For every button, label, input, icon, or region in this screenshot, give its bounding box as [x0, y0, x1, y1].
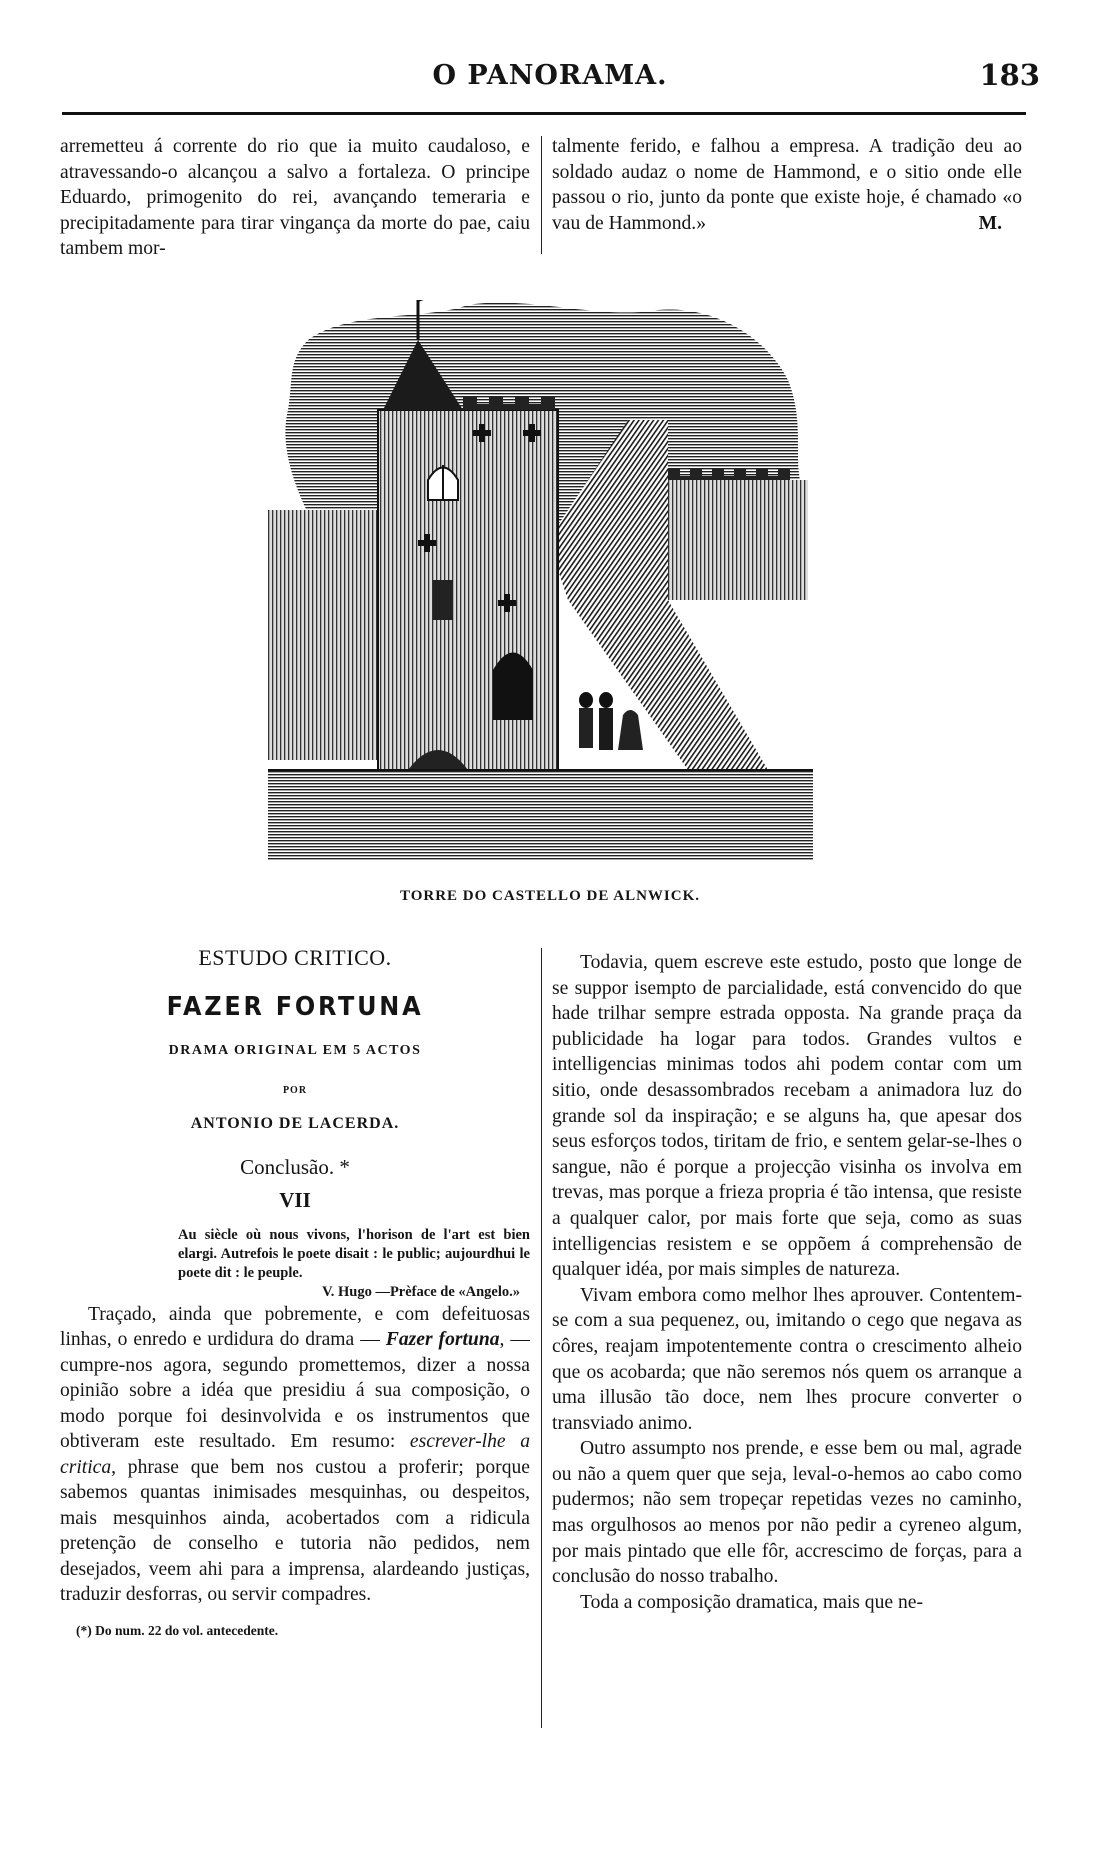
footnote: (*) Do num. 22 do vol. antecedente.	[76, 1622, 279, 1638]
opening-text-a: Traçado, ainda que pobremente, e com defeituosas linhas, o enredo e urdidura do drama —	[60, 1303, 530, 1350]
article-left-column	[60, 945, 530, 1643]
right-paragraph-2: Vivam embora como melhor lhes aprouver. Contentem-se com a sua pequenez, ou, imitando o cego que negava as côres, reajam impotentemente contra o crescimento alheio que os acobarda; que não seremos nós quem os arranque a uma illusão tão doce, nem lhes procure converter o transviado animo.	[552, 1284, 1022, 1434]
page-number: 183	[979, 58, 1040, 92]
top-left-paragraph: arremetteu á corrente do rio que ia muito caudaloso, e atravessando-o alcançou a salvo a fortaleza. O principe Eduardo, primogenito do rei, avançando temeraria e precipitadamente para tirar vingança da morte do pae, caiu tambem mor-	[60, 136, 530, 259]
right-paragraph-3: Outro assumpto nos prende, e esse bem ou mal, agrade ou não a quem quer que seja, leval-o-hemos ao cabo como pudermos; não sem tropeçar repetidas vezes no caminho, mas orgulhosos ao menos por não pedir a cyreneo algum, por mais pintado que elle fôr, accrescimo de forças, para a conclusão do nosso trabalho.	[552, 1438, 1022, 1588]
right-paragraph-4: Toda a composição dramatica, mais que ne-	[580, 1591, 924, 1613]
top-right-paragraph: talmente ferido, e falhou a empresa. A tradição deu ao soldado audaz o nome de Hammond, e o sitio onde elle passou o rio, junto da ponte que existe hoje, é chamado «o vau de Hammond.»	[552, 136, 1022, 234]
section-heading: ESTUDO CRITICO.	[198, 945, 392, 970]
illustration-caption: TORRE DO CASTELLO DE ALNWICK.	[399, 888, 701, 904]
by-label: POR	[282, 1084, 308, 1096]
play-subtitle: DRAMA ORIGINAL EM 5 ACTOS	[168, 1043, 422, 1058]
opening-phrase: escrever-lhe a critica	[60, 1431, 530, 1478]
lower-column-divider	[541, 948, 542, 1728]
epigraph-attribution: V. Hugo —Prèface de «Angelo.»	[322, 1283, 520, 1300]
publication-title: O PANORAMA.	[432, 60, 668, 91]
conclusion-label: Conclusão. *	[240, 1154, 350, 1179]
opening-play-title: Fazer fortuna	[385, 1329, 500, 1350]
opening-text-b: , — cumpre-nos agora, segundo promettemos, dizer a nossa opinião sobre a idéa que presidiu á sua composição, o modo porque foi desinvolvida e os instrumentos que obtiveram este resultado. Em resumo:	[60, 1329, 530, 1452]
opening-text-c: , phrase que bem nos custou a proferir; porque sabemos quantas inimisades mesquinhas, ou despeitos, mais mesquinhos ainda, acobertados com a ridicula pretenção de conselho e tutoria não pedidos, nem desejados, veem ahi para a imprensa, alardeando justiças, traduzir desforras, ou servir compadres.	[60, 1456, 530, 1605]
header-rule	[62, 112, 1026, 115]
top-column-divider	[541, 136, 542, 254]
author-signature: M.	[978, 213, 1002, 234]
opening-paragraph	[60, 1302, 530, 1608]
epigraph	[178, 1226, 530, 1302]
play-author: ANTONIO DE LACERDA.	[190, 1115, 400, 1132]
castle-tower-engraving	[268, 300, 813, 860]
chapter-number: VII	[279, 1188, 311, 1212]
page-header	[60, 52, 1040, 98]
epigraph-text: Au siècle où nous vivons, l'horison de l'art est bien elargi. Autrefois le poete disait : le public; aujourdhui le poete dit : le peuple.	[178, 1226, 530, 1281]
play-title: FAZER FORTUNA	[166, 991, 424, 1022]
top-right-column	[552, 134, 1022, 237]
top-left-column	[60, 134, 530, 262]
article-right-column	[552, 950, 1022, 1615]
right-paragraph-1: Todavia, quem escreve este estudo, posto que longe de se suppor isempto de parcialidade, está convencido do que hade trilhar sempre estrada opposta. Na grande praça da publicidade ha logar para todos. Grandes vultos e intelligencias minimas todos ahi podem contar com um sitio, onde desassombrados recebam a animadora luz do grande sol da inspiração; e se alguns ha, que apesar dos seus esforços todos, tiritam de frio, e sentem gelar-se-lhes o sangue, não é porque a projecção visinha os involva em trevas, mas porque a frieza propria é tão intensa, que resiste a qualquer calor, por mais forte que seja, como as suas intelligencias resistem e se oppõem á comprehensão de qualquer idéa, por mais simples de natureza.	[552, 952, 1022, 1281]
